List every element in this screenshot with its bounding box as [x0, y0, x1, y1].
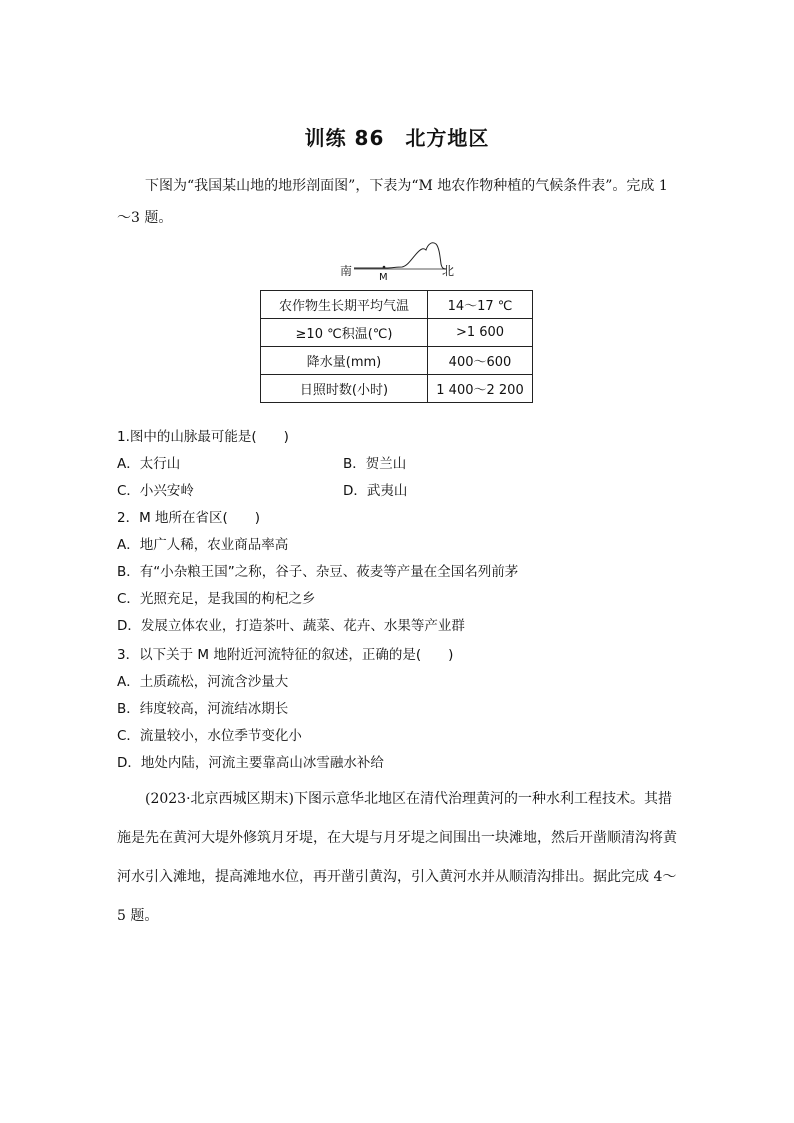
question-2-stem: 2．M 地所在省区( ) [117, 510, 261, 526]
q3-option-d: D．地处内陆，河流主要靠高山冰雪融水补给 [117, 755, 384, 771]
q1-option-c: C．小兴安岭 [117, 483, 194, 499]
table-cell: 农作物生长期平均气温 [261, 291, 428, 319]
table-cell: 400～600 [428, 347, 533, 375]
q3-option-b: B．纬度较高，河流结冰期长 [117, 701, 289, 717]
table-row [261, 319, 533, 347]
q3-option-a: A．土质疏松，河流含沙量大 [117, 674, 289, 690]
climate-conditions-table [260, 290, 533, 403]
q2-option-c: C．光照充足，是我国的枸杞之乡 [117, 591, 316, 607]
table-row [261, 347, 533, 375]
table-cell: ≥10 ℃积温(℃) [261, 319, 428, 347]
q2-option-b: B．有“小杂粮王国”之称，谷子、杂豆、莜麦等产量在全国名列前茅 [117, 564, 519, 580]
question-1-stem: 1.图中的山脉最可能是( ) [117, 429, 289, 445]
q2-option-d: D．发展立体农业，打造茶叶、蔬菜、花卉、水果等产业群 [117, 618, 465, 634]
table-cell: 1 400～2 200 [428, 375, 533, 403]
south-label: 南 [340, 264, 353, 278]
north-label: 北 [442, 264, 455, 278]
q2-option-a: A．地广人稀，农业商品率高 [117, 537, 289, 553]
table-row [261, 291, 533, 319]
table-cell: 降水量(mm) [261, 347, 428, 375]
q1-option-a: A．太行山 [117, 456, 181, 472]
table-row [261, 375, 533, 403]
table-cell: >1 600 [428, 319, 533, 347]
q1-option-d: D．武夷山 [343, 483, 408, 499]
table-cell: 日照时数(小时) [261, 375, 428, 403]
m-point-label: M [379, 272, 388, 283]
q3-option-c: C．流量较小，水位季节变化小 [117, 728, 302, 744]
table-cell: 14～17 ℃ [428, 291, 533, 319]
q1-option-b: B．贺兰山 [343, 456, 407, 472]
intro-paragraph-2: (2023·北京西城区期末)下图示意华北地区在清代治理黄河的一种水利工程技术。其措施是先在黄河大堤外修筑月牙堤，在大堤与月牙堤之间围出一块滩地，然后开凿顺清沟将黄河水引入滩地，提高滩地水位，再开凿引黄沟，引入黄河水并从顺清沟排出。据此完成 4～5 题。 [117, 791, 677, 924]
intro-paragraph-1: 下图为“我国某山地的地形剖面图”，下表为“M 地农作物种植的气候条件表”。完成 1～3 题。 [117, 178, 668, 226]
terrain-profile-figure [336, 238, 460, 284]
question-3-stem: 3．以下关于 M 地附近河流特征的叙述，正确的是( ) [117, 647, 454, 663]
page-title: 训练 86 北方地区 [304, 126, 490, 150]
